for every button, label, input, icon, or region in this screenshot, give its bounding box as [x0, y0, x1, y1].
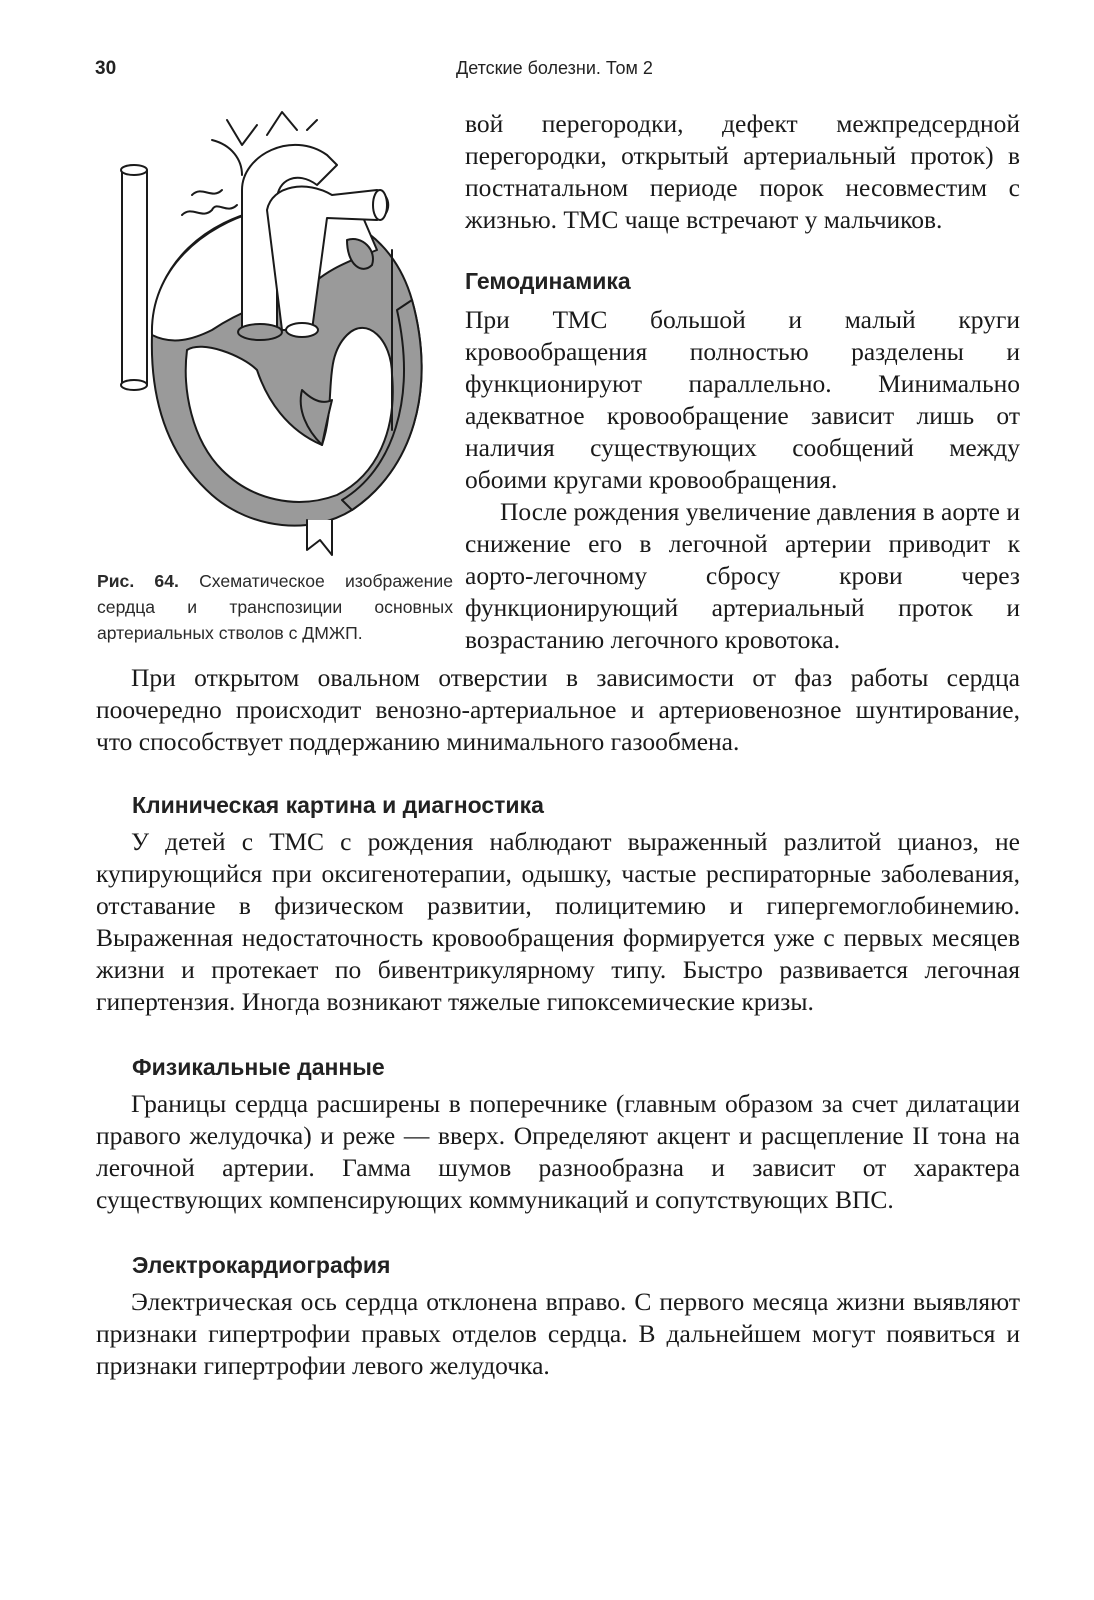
right-column: [465, 108, 1020, 656]
intro-paragraph: вой перегородки, дефект межпредсердной перегородки, открытый артериальный проток) в постнатальном периоде порок несовместим с жизнью. ТМС чаще встречают у мальчиков.: [465, 109, 1020, 234]
clinical-heading: Клиническая картина и диагностика: [132, 792, 544, 818]
caption-label: Рис. 64.: [97, 571, 179, 591]
ecg-paragraph: Электрическая ось сердца отклонена вправо. С первого месяца жизни выявляют признаки гипертрофии правых отделов сердца. В дальнейшем могут появиться и признаки гипертрофии левого желудочка.: [96, 1287, 1020, 1380]
hemodynamics-paragraph-2: После рождения увеличение давления в аорте и снижение его в легочной артерии приводит к аорто-легочному сбросу крови через функционирующий артериальный проток и возрастанию легочного кровотока.: [465, 497, 1020, 654]
caption-text: Схематическое изображение сердца и транспозиции основных артериальных стволов с ДМЖП.: [97, 571, 453, 643]
physical-paragraph: Границы сердца расширены в поперечнике (главным образом за счет дилатации правого желудочка) и реже — вверх. Определяют акцент и расщепление II тона на легочной артерии. Гамма шумов разнообразна и зависит от характера существующих компенсирующих коммуникаций и сопутствующих ВПС.: [96, 1089, 1020, 1214]
hemodynamics-paragraph-1: При ТМС большой и малый круги кровообращения полностью разделены и функционируют параллельно. Минимально адекватное кровообращение зависит лишь от наличия существующих сообщений между обоими кругами кровообращения.: [465, 305, 1020, 494]
running-title: Детские болезни. Том 2: [456, 58, 653, 78]
clinical-paragraph: У детей с ТМС с рождения наблюдают выраженный разлитой цианоз, не купирующийся при оксигенотерапии, одышку, частые респираторные заболевания, отставание в физическом развитии, полицитемию и гипергемоглобинемию. Выраженная недостаточность кровообращения формируется уже с первых месяцев жизни и протекает по бивентрикулярному типу. Быстро развивается легочная гипертензия. Иногда возникают тяжелые гипоксемические кризы.: [96, 827, 1020, 1016]
page-number: 30: [95, 58, 117, 79]
figure-caption: [97, 568, 453, 646]
physical-heading: Физикальные данные: [132, 1054, 385, 1080]
page-header: [95, 58, 1020, 84]
ecg-heading: Электрокардиография: [132, 1252, 391, 1278]
main-text: [96, 662, 1020, 1382]
hemodynamics-heading: Гемодинамика: [465, 268, 631, 294]
heart-diagram-icon: [92, 100, 452, 570]
heart-diagram-figure: [92, 100, 452, 570]
hemodynamics-paragraph-3: При открытом овальном отверстии в зависимости от фаз работы сердца поочередно происходит венозно-артериальное и артериовенозное шунтирование, что способствует поддержанию минимального газообмена.: [96, 663, 1020, 756]
